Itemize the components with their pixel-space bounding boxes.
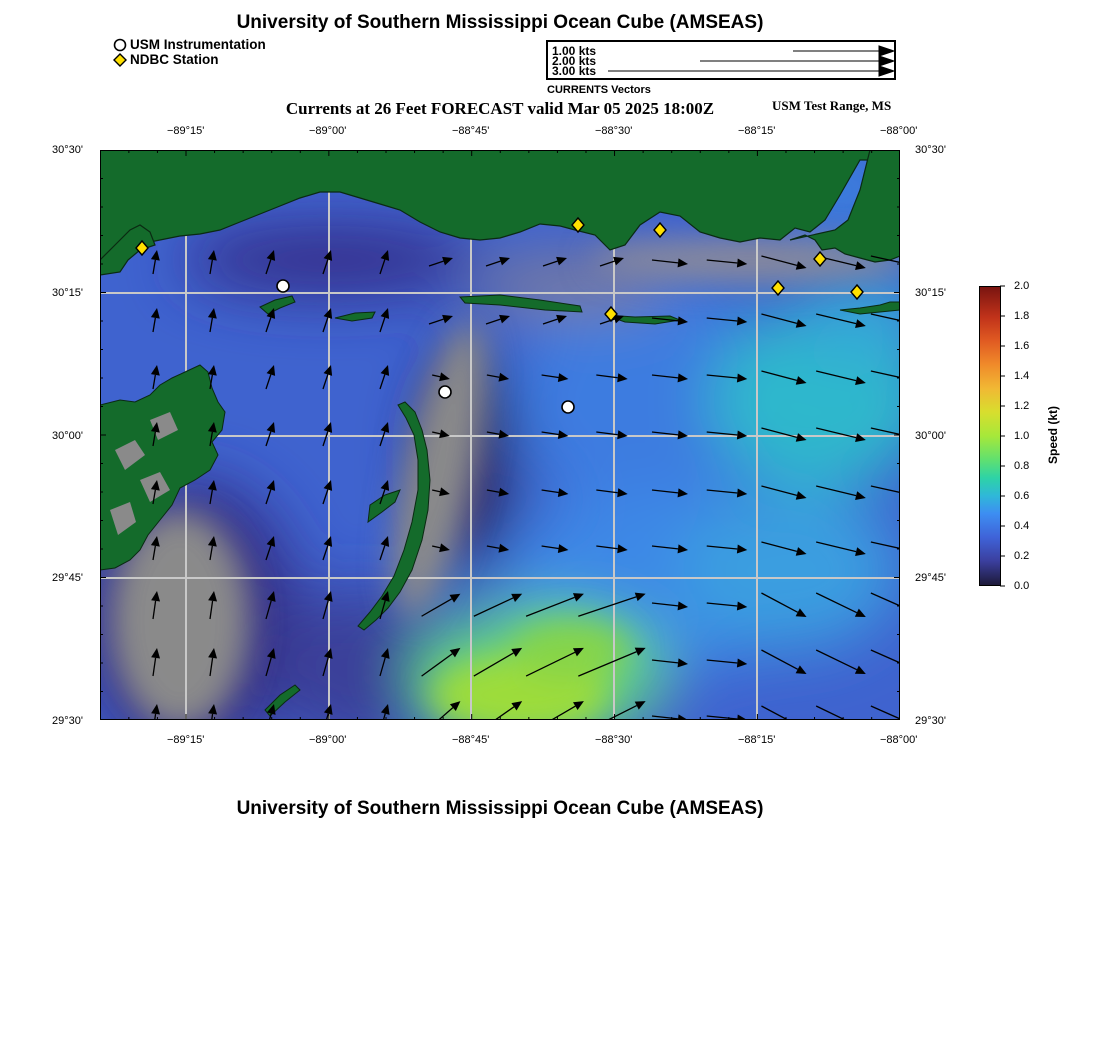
currents-map-canvas[interactable] bbox=[100, 150, 900, 720]
lon-label-bottom-4: −88°30' bbox=[595, 734, 633, 746]
ndbc-station-icon bbox=[113, 53, 127, 67]
lon-label-top-5: −88°15' bbox=[738, 125, 776, 137]
vector-scale-row-1: 1.00 kts bbox=[552, 44, 597, 58]
lat-label-left-2: 30°15' bbox=[52, 287, 83, 299]
forecast-subtitle: Currents at 26 Feet FORECAST valid Mar 05 2025 18:00Z bbox=[285, 99, 715, 118]
map-title: University of Southern Mississippi Ocean Cube (AMSEAS) bbox=[236, 12, 764, 33]
lat-label-right-1: 30°30' bbox=[915, 144, 946, 156]
usm-station-marker[interactable] bbox=[439, 386, 451, 398]
lon-label-top-2: −89°00' bbox=[309, 125, 347, 137]
lon-label-bottom-6: −88°00' bbox=[880, 734, 918, 746]
colorbar-label-0-6: 0.6 bbox=[1014, 490, 1030, 502]
test-range-label: USM Test Range, MS bbox=[772, 98, 892, 113]
colorbar-label-1-8: 1.8 bbox=[1014, 310, 1030, 322]
usm-legend-label: USM Instrumentation bbox=[130, 37, 266, 52]
lon-label-bottom-5: −88°15' bbox=[738, 734, 776, 746]
footer-title: University of Southern Mississippi Ocean Cube (AMSEAS) bbox=[236, 798, 764, 819]
colorbar-label-0-8: 0.8 bbox=[1014, 460, 1030, 472]
usm-station-marker[interactable] bbox=[277, 280, 289, 292]
lon-label-bottom-1: −89°15' bbox=[167, 734, 205, 746]
colorbar-ticks bbox=[1000, 285, 1010, 587]
colorbar-label-1-6: 1.6 bbox=[1014, 340, 1030, 352]
vector-legend-caption: CURRENTS Vectors bbox=[547, 84, 651, 96]
colorbar-label-0-2: 0.2 bbox=[1014, 550, 1030, 562]
lon-label-top-6: −88°00' bbox=[880, 125, 918, 137]
vector-scale-row-2: 2.00 kts bbox=[552, 54, 597, 68]
colorbar-label-1-0: 1.0 bbox=[1014, 430, 1030, 442]
lon-label-bottom-2: −89°00' bbox=[309, 734, 347, 746]
speed-colorbar bbox=[979, 286, 1001, 586]
ndbc-legend-label: NDBC Station bbox=[130, 52, 219, 67]
colorbar-label-0-0: 0.0 bbox=[1014, 580, 1030, 592]
usm-instrument-icon bbox=[113, 38, 127, 52]
lon-label-top-1: −89°15' bbox=[167, 125, 205, 137]
ndbc-legend-entry bbox=[113, 52, 219, 67]
lat-label-right-4: 29°45' bbox=[915, 572, 946, 584]
vector-scale-legend bbox=[546, 40, 896, 80]
colorbar-title: Speed (kt) bbox=[1046, 406, 1060, 465]
lat-label-left-3: 30°00' bbox=[52, 430, 83, 442]
lat-label-right-5: 29°30' bbox=[915, 715, 946, 727]
lat-label-left-4: 29°45' bbox=[52, 572, 83, 584]
lon-label-bottom-3: −88°45' bbox=[452, 734, 490, 746]
usm-legend-entry bbox=[113, 37, 266, 52]
colorbar-label-1-2: 1.2 bbox=[1014, 400, 1030, 412]
colorbar-label-2-0: 2.0 bbox=[1014, 280, 1030, 292]
lat-label-right-3: 30°00' bbox=[915, 430, 946, 442]
usm-station-marker[interactable] bbox=[562, 401, 574, 413]
currents-map[interactable] bbox=[100, 150, 900, 720]
lat-label-left-5: 29°30' bbox=[52, 715, 83, 727]
lon-label-top-3: −88°45' bbox=[452, 125, 490, 137]
vector-scale-row-3: 3.00 kts bbox=[552, 64, 597, 78]
lat-label-right-2: 30°15' bbox=[915, 287, 946, 299]
vector-scale-arrows bbox=[548, 42, 894, 78]
colorbar-label-1-4: 1.4 bbox=[1014, 370, 1030, 382]
colorbar-label-0-4: 0.4 bbox=[1014, 520, 1030, 532]
lat-label-left-1: 30°30' bbox=[52, 144, 83, 156]
lon-label-top-4: −88°30' bbox=[595, 125, 633, 137]
